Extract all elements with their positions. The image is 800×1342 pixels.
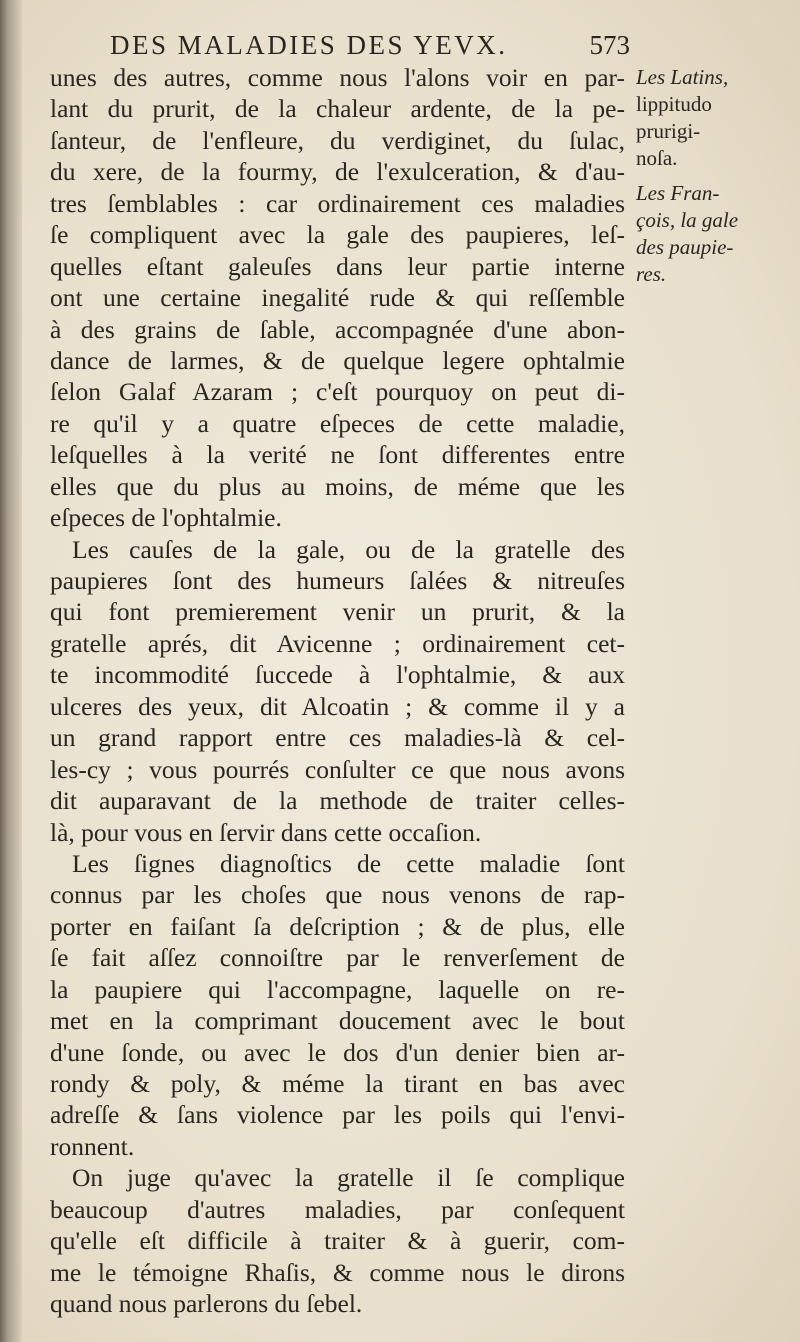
text-line: me le témoigne Rhaſis, & comme nous le dirons (50, 1257, 625, 1287)
running-title: DES MALADIES DES YEVX. (110, 30, 508, 60)
body-text (50, 62, 625, 1320)
margin-note-line: des paupie- (636, 235, 734, 259)
text-line: là, pour vous en ſervir dans cette occaſion. (50, 817, 482, 847)
text-line: d'une ſonde, ou avec le dos d'un denier bien ar- (50, 1037, 625, 1067)
margin-note-line: noſa. (636, 146, 678, 170)
margin-note-line: Les Fran- (636, 181, 720, 205)
text-line: unes des autres, comme nous l'alons voir en par- (50, 63, 625, 92)
text-line: paupieres ſont des humeurs ſalées & nitreuſes (50, 566, 625, 595)
margin-note-french (636, 180, 786, 288)
text-line: lant du prurit, de la chaleur ardente, de la pe- (50, 94, 625, 124)
text-line: du xere, de la fourmy, de l'exulceration, & d'au- (50, 157, 625, 187)
text-line: la paupiere qui l'accompagne, laquelle on re- (50, 974, 625, 1004)
text-line: re qu'il y a quatre eſpeces de cette maladie, (50, 408, 625, 438)
margin-note-line: Les Latins, (636, 65, 729, 89)
margin-note-latin (636, 64, 786, 172)
text-line: quand nous parlerons du ſebel. (50, 1289, 363, 1319)
margin-note-line: prurigi- (636, 119, 701, 143)
text-line: à des grains de ſable, accompagnée d'une abon- (50, 314, 625, 344)
page-number: 573 (589, 30, 630, 60)
text-line: ſelon Galaf Azaram ; c'eſt pourquoy on peut di- (50, 377, 625, 407)
text-line: eſpeces de l'ophtalmie. (50, 503, 282, 533)
text-line: met en la comprimant doucement avec le bout (50, 1006, 625, 1036)
text-line: rondy & poly, & méme la tirant en bas avec (50, 1069, 625, 1098)
text-line: elles que du plus au moins, de méme que les (50, 471, 625, 501)
text-line: dance de larmes, & de quelque legere ophtalmie (50, 345, 625, 375)
text-line: connus par les choſes que nous venons de rap- (50, 880, 625, 910)
text-line: Les cauſes de la gale, ou de la gratelle des (72, 534, 625, 564)
text-line: porter en faiſant ſa deſcription ; & de plus, elle (50, 911, 625, 941)
text-line: qu'elle eſt difficile à traiter & à guerir, com- (50, 1226, 625, 1256)
text-line: tres ſemblables : car ordinairement ces maladies (50, 188, 625, 218)
text-line: qui font premierement venir un prurit, & la (50, 597, 625, 627)
text-line: beaucoup d'autres maladies, par conſequent (50, 1194, 625, 1224)
text-line: te incommodité ſuccede à l'ophtalmie, & aux (50, 660, 625, 690)
margin-notes (636, 64, 786, 296)
page-gutter (0, 0, 22, 1342)
text-line: gratelle aprés, dit Avicenne ; ordinairement cet- (50, 628, 625, 658)
text-line: un grand rapport entre ces maladies-là & cel- (50, 723, 625, 753)
text-line: leſquelles à la verité ne ſont differentes entre (50, 440, 625, 470)
text-line: quelles eſtant galeuſes dans leur partie interne (50, 251, 625, 281)
text-line: ronnent. (50, 1131, 135, 1161)
text-line: ont une certaine inegalité rude & qui reſſemble (50, 283, 625, 313)
text-line: On juge qu'avec la gratelle il ſe complique (72, 1163, 625, 1193)
text-line: Les ſignes diagnoſtics de cette maladie ſont (72, 848, 625, 878)
margin-note-line: res. (636, 262, 667, 286)
margin-note-line: çois, la gale (636, 208, 739, 232)
text-line: ulceres des yeux, dit Alcoatin ; & comme il y a (50, 691, 625, 721)
text-line: ſanteur, de l'enfleure, du verdiginet, du ſulac, (50, 125, 625, 155)
text-line: dit auparavant de la methode de traiter celles- (50, 786, 625, 816)
text-line: les-cy ; vous pourrés conſulter ce que nous avons (50, 754, 625, 784)
margin-note-line: lippitudo (636, 92, 712, 116)
text-line: ſe fait aſſez connoiſtre par le renverſement de (50, 943, 625, 973)
text-line: ſe compliquent avec la gale des paupieres, leſ- (50, 220, 625, 250)
text-line: adreſſe & ſans violence par les poils qui l'envi- (50, 1100, 625, 1130)
